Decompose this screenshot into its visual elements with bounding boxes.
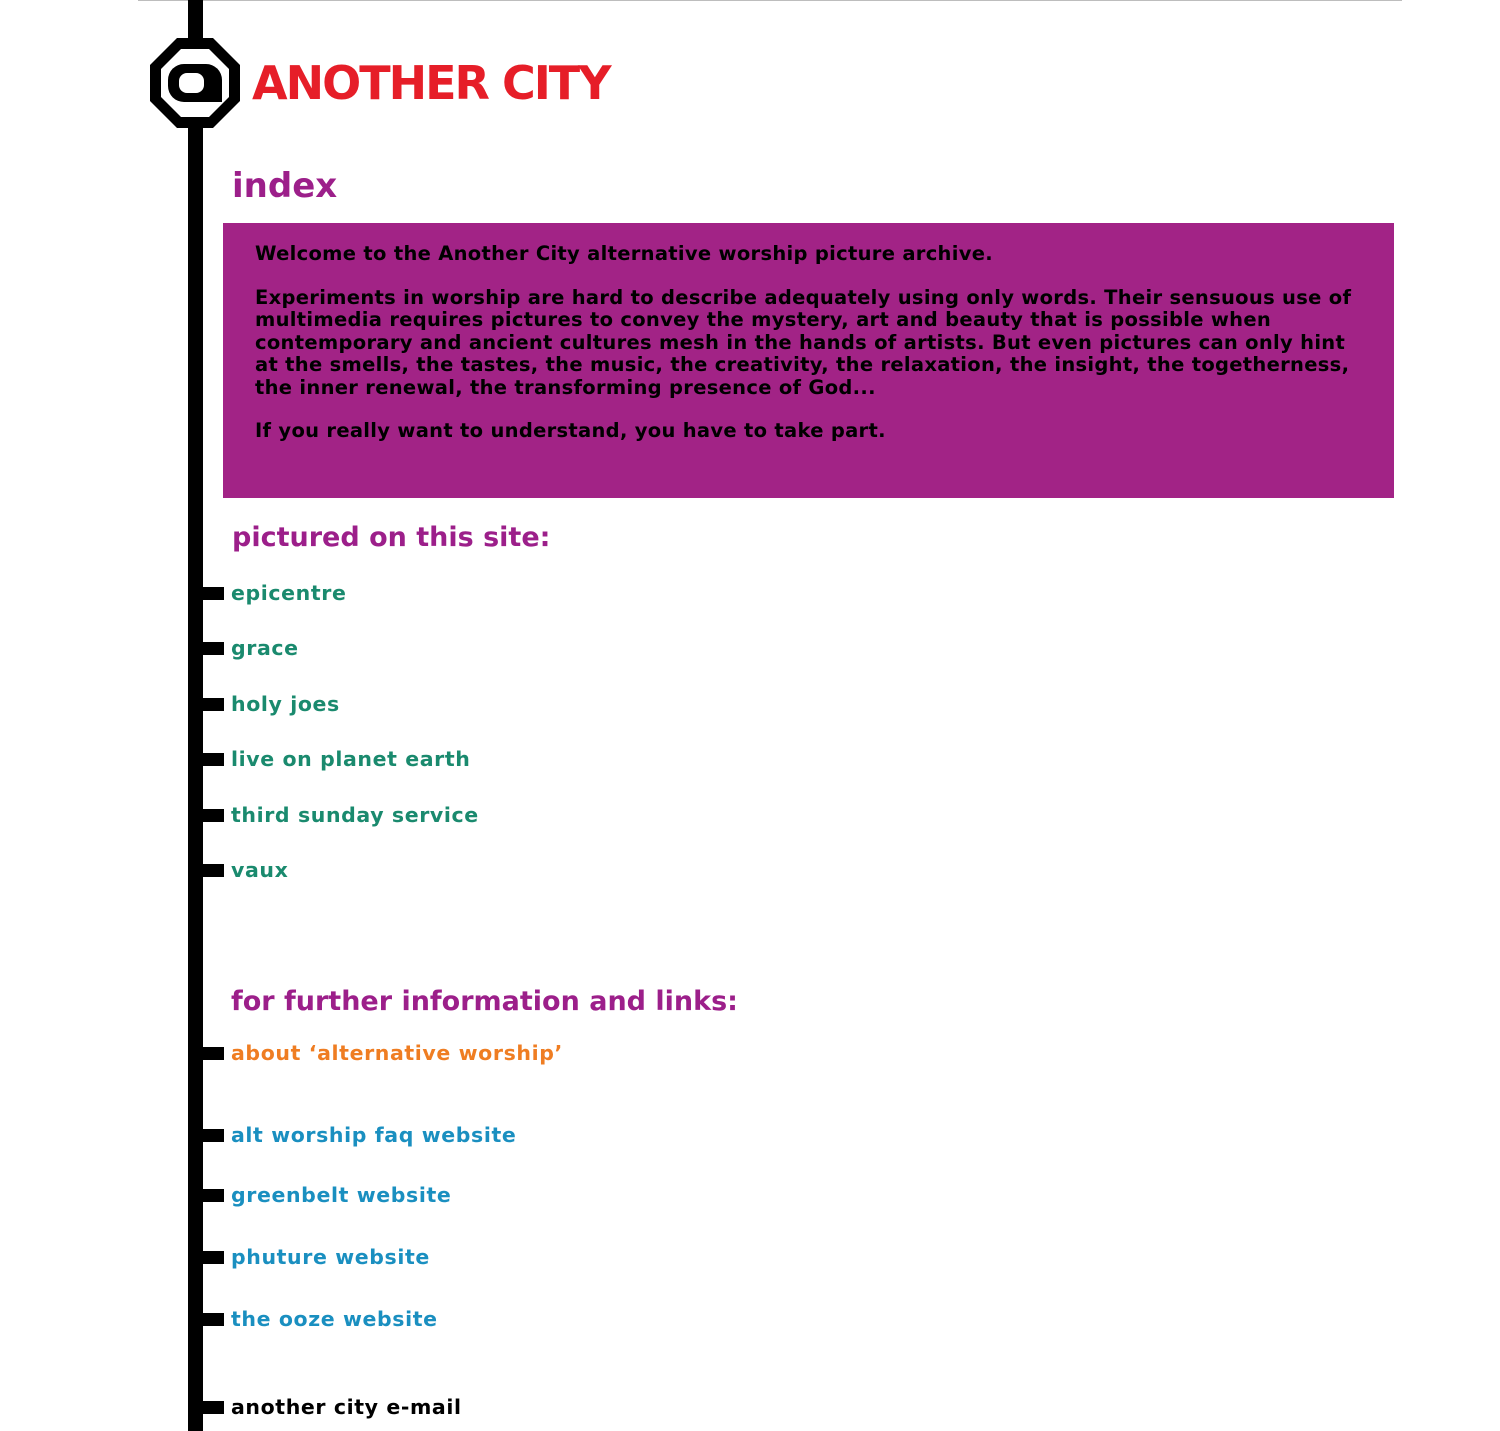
intro-description: Experiments in worship are hard to describe adequately using only words. Their sensuous use of multimedia requires pictures to convey the mystery, art and beauty that is possible when contemporary and ancient cultures mesh in the hands of artists. But even pictures can only hint at the smells, the tastes, the music, the creativity, the relaxation, the insight, the togetherness, the inner renewal, the transforming presence of God... xyxy=(255,285,1352,399)
the-ooze-website-link[interactable] xyxy=(203,1305,438,1333)
further-info-heading: for further information and links: xyxy=(231,986,738,1017)
email-link[interactable] xyxy=(203,1393,462,1421)
about-link-label: about ‘alternative worship’ xyxy=(231,1041,563,1065)
about-alt-worship-link[interactable] xyxy=(203,1039,563,1067)
bullet-marker xyxy=(203,809,224,822)
bullet-marker xyxy=(203,587,224,600)
at-sign-octagon-icon[interactable] xyxy=(146,34,244,132)
bullet-marker xyxy=(203,698,224,711)
site-title: ANOTHER CITY xyxy=(252,56,610,110)
site-link-label: live on planet earth xyxy=(231,747,471,771)
bullet-marker xyxy=(203,753,224,766)
external-link-label: greenbelt website xyxy=(231,1183,452,1207)
bullet-marker xyxy=(203,1251,224,1264)
greenbelt-website-link[interactable] xyxy=(203,1181,451,1209)
site-link-live-on-planet-earth[interactable] xyxy=(203,745,470,773)
intro-box xyxy=(223,223,1394,498)
site-link-epicentre[interactable] xyxy=(203,579,346,607)
site-link-label: grace xyxy=(231,636,299,660)
phuture-website-link[interactable] xyxy=(203,1243,430,1271)
bullet-marker xyxy=(203,1047,224,1060)
site-link-label: vaux xyxy=(231,858,289,882)
bullet-marker xyxy=(203,864,224,877)
bullet-marker xyxy=(203,1189,224,1202)
site-link-label: third sunday service xyxy=(231,803,479,827)
site-link-grace[interactable] xyxy=(203,634,299,662)
site-link-label: holy joes xyxy=(231,692,340,716)
external-link-label: alt worship faq website xyxy=(231,1123,517,1147)
external-link-label: phuture website xyxy=(231,1245,430,1269)
site-link-label: epicentre xyxy=(231,581,347,605)
timeline-spine xyxy=(188,0,203,1431)
external-link-label: the ooze website xyxy=(231,1307,438,1331)
alt-worship-faq-link[interactable] xyxy=(203,1121,516,1149)
site-link-third-sunday-service[interactable] xyxy=(203,801,479,829)
bullet-marker xyxy=(203,1129,224,1142)
email-link-label: another city e-mail xyxy=(231,1395,462,1419)
bullet-marker xyxy=(203,1401,224,1414)
top-rule xyxy=(138,0,1402,1)
pictured-heading: pictured on this site: xyxy=(232,522,551,553)
site-link-vaux[interactable] xyxy=(203,856,288,884)
intro-call-to-action: If you really want to understand, you have to take part. xyxy=(255,419,886,442)
bullet-marker xyxy=(203,1313,224,1326)
site-link-holy-joes[interactable] xyxy=(203,690,340,718)
intro-welcome: Welcome to the Another City alternative worship picture archive. xyxy=(255,242,993,265)
page-title: index xyxy=(232,166,338,206)
bullet-marker xyxy=(203,642,224,655)
